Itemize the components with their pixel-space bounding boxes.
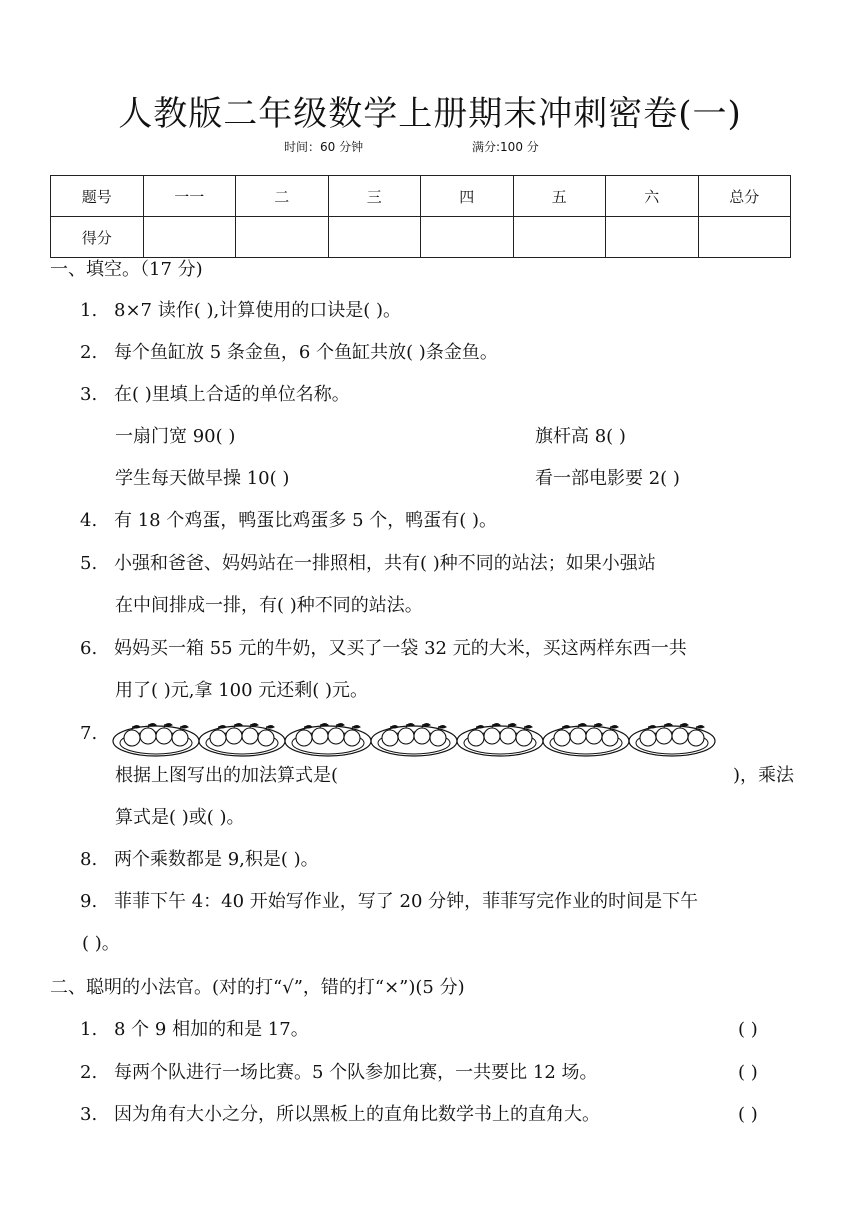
question-3: [80, 383, 350, 407]
apple-icon: [140, 728, 156, 744]
apple-icon: [688, 730, 704, 746]
question-9-cont: ( )。: [82, 933, 120, 954]
question-number: 2.: [80, 1062, 98, 1083]
section-1-title: 一、填空。（17 分): [50, 259, 203, 280]
question-text: 两个乘数都是 9,积是( )。: [114, 849, 319, 870]
apple-icon: [656, 728, 672, 744]
question-7-text-end: )，乘法: [733, 765, 795, 786]
question-3a: 一扇门宽 90( ): [115, 426, 236, 447]
question-number: 1.: [80, 1019, 98, 1040]
apple-icon: [312, 728, 328, 744]
header-cell: 二: [236, 176, 329, 217]
apple-icon: [500, 728, 516, 744]
question-text: 小强和爸爸、妈妈站在一排照相，共有( )种不同的站法；如果小强站: [114, 553, 656, 574]
apple-icon: [242, 728, 258, 744]
header-cell: 总分: [698, 176, 791, 217]
apple-plate-icon: [199, 724, 285, 757]
score-cell[interactable]: [698, 217, 791, 258]
question-number: 9.: [80, 891, 98, 912]
question-6-cont: 用了( )元,拿 100 元还剩( )元。: [115, 680, 369, 701]
apple-plates-illustration: [112, 714, 732, 764]
apple-icon: [602, 730, 618, 746]
question-1: [80, 299, 401, 323]
apple-icon: [468, 730, 484, 746]
score-cell[interactable]: [236, 217, 329, 258]
page-title: 人教版二年级数学上册期末冲刺密卷(一): [118, 94, 742, 134]
question-7-cont: 算式是( )或( )。: [115, 807, 245, 828]
question-number: 8.: [80, 849, 98, 870]
score-table-score-row: [51, 217, 791, 258]
apple-plates-svg: [112, 714, 732, 760]
judge-item-1: [80, 1018, 309, 1042]
apple-plate-icon: [457, 724, 543, 757]
apple-icon: [554, 730, 570, 746]
question-text: 因为角有大小之分，所以黑板上的直角比数学书上的直角大。: [114, 1104, 600, 1125]
header-cell: 三: [328, 176, 421, 217]
question-3b: 旗杆高 8( ): [535, 426, 626, 447]
row-label: 得分: [51, 217, 144, 258]
question-2: [80, 341, 498, 365]
question-6: [80, 637, 687, 661]
question-5-cont: 在中间排成一排，有( )种不同的站法。: [115, 595, 423, 616]
apple-icon: [430, 730, 446, 746]
question-7-text: 根据上图写出的加法算式是(: [115, 765, 339, 786]
question-7-number: [80, 722, 114, 746]
apple-icon: [586, 728, 602, 744]
question-9: [80, 890, 698, 914]
question-text: 妈妈买一箱 55 元的牛奶，又买了一袋 32 元的大米，买这两样东西一共: [114, 638, 687, 659]
apple-icon: [344, 730, 360, 746]
question-text: 8 个 9 相加的和是 17。: [114, 1019, 309, 1040]
apple-icon: [210, 730, 226, 746]
header-cell: 五: [513, 176, 606, 217]
header-cell: 四: [421, 176, 514, 217]
apple-icon: [328, 728, 344, 744]
score-cell[interactable]: [513, 217, 606, 258]
apple-icon: [226, 728, 242, 744]
question-8: [80, 848, 319, 872]
apple-icon: [414, 728, 430, 744]
header-cell: 六: [606, 176, 699, 217]
question-number: 6.: [80, 638, 98, 659]
time-limit: 时间：60 分钟: [284, 140, 364, 154]
judge-item-2: [80, 1061, 598, 1085]
header-cell: 题号: [51, 176, 144, 217]
question-4: [80, 509, 497, 533]
judge-answer-box[interactable]: ( ): [738, 1104, 758, 1125]
apple-icon: [258, 730, 274, 746]
question-3d: 看一部电影要 2( ): [535, 468, 680, 489]
question-number: 2.: [80, 342, 98, 363]
apple-icon: [172, 730, 188, 746]
question-number: 3.: [80, 1104, 98, 1125]
apple-plate-icon: [285, 724, 371, 757]
question-text: 8×7 读作( ),计算使用的口诀是( )。: [114, 300, 401, 321]
apple-icon: [398, 728, 414, 744]
apple-plate-icon: [113, 724, 199, 757]
question-3c: 学生每天做早操 10( ): [115, 468, 290, 489]
apple-icon: [382, 730, 398, 746]
full-score: 满分:100 分: [472, 140, 539, 154]
question-text: 有 18 个鸡蛋，鸭蛋比鸡蛋多 5 个，鸭蛋有( )。: [114, 510, 498, 531]
section-2-title: 二、聪明的小法官。(对的打“√”，错的打“×”)(5 分): [50, 977, 465, 998]
apple-icon: [484, 728, 500, 744]
header-cell: 一一: [143, 176, 236, 217]
score-cell[interactable]: [143, 217, 236, 258]
question-number: 5.: [80, 553, 98, 574]
apple-icon: [124, 730, 140, 746]
question-text: 每两个队进行一场比赛。5 个队参加比赛，一共要比 12 场。: [114, 1062, 598, 1083]
apple-plate-icon: [371, 724, 457, 757]
question-number: 1.: [80, 300, 98, 321]
question-number: 4.: [80, 510, 98, 531]
question-number: 3.: [80, 384, 98, 405]
judge-answer-box[interactable]: ( ): [738, 1019, 758, 1040]
score-cell[interactable]: [606, 217, 699, 258]
question-number: 7.: [80, 723, 98, 744]
apple-icon: [516, 730, 532, 746]
score-cell[interactable]: [421, 217, 514, 258]
apple-icon: [570, 728, 586, 744]
apple-icon: [156, 728, 172, 744]
question-text: 在( )里填上合适的单位名称。: [114, 384, 350, 405]
apple-plate-icon: [629, 724, 715, 757]
score-cell[interactable]: [328, 217, 421, 258]
apple-icon: [296, 730, 312, 746]
question-5: [80, 552, 656, 576]
judge-answer-box[interactable]: ( ): [738, 1062, 758, 1083]
question-text: 菲菲下午 4：40 开始写作业，写了 20 分钟，菲菲写完作业的时间是下午: [114, 891, 699, 912]
score-table: [50, 175, 791, 258]
question-text: 每个鱼缸放 5 条金鱼，6 个鱼缸共放( )条金鱼。: [114, 342, 498, 363]
apple-icon: [640, 730, 656, 746]
apple-icon: [672, 728, 688, 744]
judge-item-3: [80, 1103, 600, 1127]
score-table-header-row: [51, 176, 791, 217]
apple-plate-icon: [543, 724, 629, 757]
